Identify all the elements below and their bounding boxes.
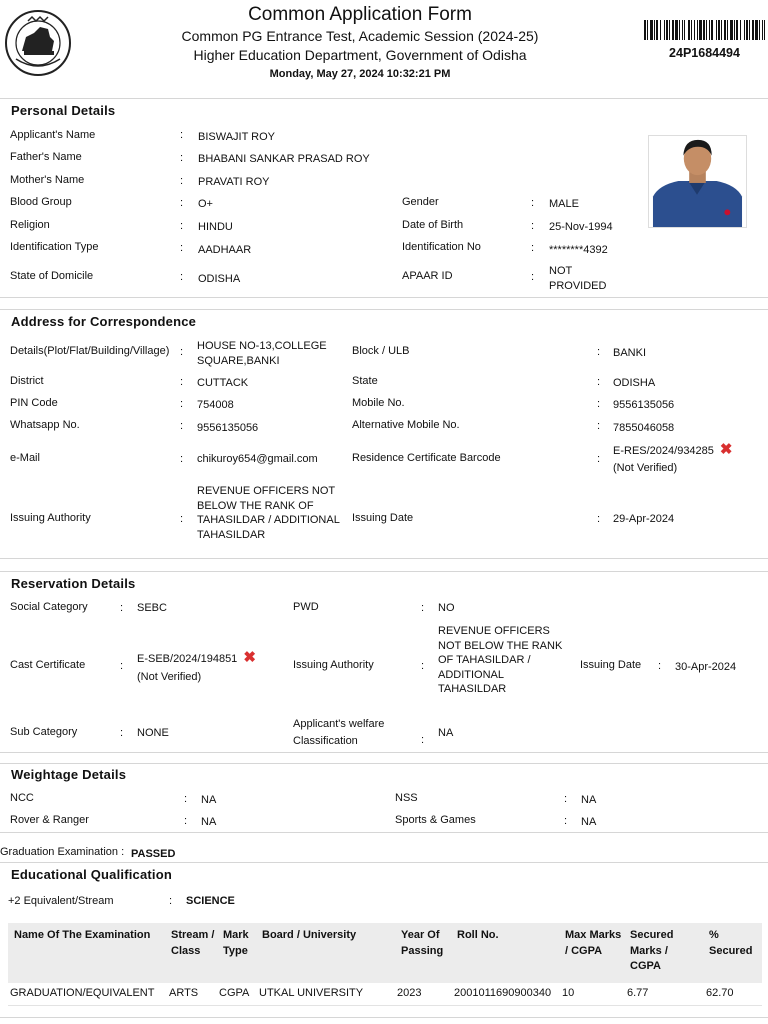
colon: : bbox=[180, 346, 184, 358]
colon: : bbox=[597, 346, 601, 358]
whatsapp-value: 9556135056 bbox=[197, 422, 259, 434]
dob-label: Date of Birth bbox=[402, 219, 464, 231]
rover-value: NA bbox=[201, 816, 217, 828]
dob-value: 25-Nov-1994 bbox=[549, 221, 613, 233]
blood-group-value: O+ bbox=[198, 198, 213, 210]
colon: : bbox=[180, 242, 184, 254]
section-title-reservation: Reservation Details bbox=[11, 576, 136, 591]
apaar-label: APAAR ID bbox=[402, 270, 453, 282]
sub-category-value: NONE bbox=[137, 727, 169, 739]
father-name-value: BHABANI SANKAR PRASAD ROY bbox=[198, 153, 370, 165]
sports-label: Sports & Games bbox=[395, 814, 476, 826]
district-value: CUTTACK bbox=[197, 377, 249, 389]
col-roll-no: Roll No. bbox=[457, 929, 499, 941]
section-title-address: Address for Correspondence bbox=[11, 314, 197, 329]
residence-cert-value bbox=[613, 443, 733, 459]
reservation-issuing-date-label: Issuing Date bbox=[580, 659, 642, 671]
cell-max-marks: 10 bbox=[562, 987, 575, 999]
cell-board: UTKAL UNIVERSITY bbox=[259, 987, 364, 999]
colon: : bbox=[597, 420, 601, 432]
colon: : bbox=[184, 815, 188, 827]
residence-cert-number: E-RES/2024/934285 bbox=[613, 445, 714, 457]
welfare-value: NA bbox=[438, 727, 454, 739]
col-mark-type: Mark Type bbox=[223, 929, 249, 957]
address-issuing-authority-value: REVENUE OFFICERS NOT BELOW THE RANK OF TAHASILDAR / ADDITIONAL TAHASILDAR bbox=[197, 485, 340, 541]
social-category-label: Social Category bbox=[10, 601, 88, 613]
blood-group-label: Blood Group bbox=[10, 196, 72, 208]
residence-cert-status: (Not Verified) bbox=[613, 462, 678, 474]
odisha-emblem-icon bbox=[4, 7, 72, 80]
colon: : bbox=[564, 815, 568, 827]
address-details-label: Details(Plot/Flat/Building/Village) bbox=[10, 345, 170, 357]
email-value: chikuroy654@gmail.com bbox=[197, 453, 318, 465]
pwd-label: PWD bbox=[293, 601, 319, 613]
residence-cert-label: Residence Certificate Barcode bbox=[352, 452, 501, 464]
email-label: e-Mail bbox=[10, 452, 40, 464]
stream-label: +2 Equivalent/Stream bbox=[8, 895, 114, 907]
applicant-name-value: BISWAJIT ROY bbox=[198, 131, 276, 143]
cell-year: 2023 bbox=[397, 987, 422, 999]
section-title-weightage: Weightage Details bbox=[11, 767, 127, 782]
graduation-exam-value: PASSED bbox=[131, 848, 176, 860]
cell-secured-marks: 6.77 bbox=[627, 987, 649, 999]
reservation-issuing-date-value: 30-Apr-2024 bbox=[675, 661, 737, 673]
colon: : bbox=[180, 129, 184, 141]
section-title-education: Educational Qualification bbox=[11, 867, 173, 882]
col-percent: % Secured bbox=[709, 929, 753, 957]
cell-percent: 62.70 bbox=[706, 987, 734, 999]
mother-name-value: PRAVATI ROY bbox=[198, 176, 270, 188]
gender-value: MALE bbox=[549, 198, 579, 210]
pin-label: PIN Code bbox=[10, 397, 58, 409]
colon: : bbox=[120, 660, 124, 672]
religion-value: HINDU bbox=[198, 221, 233, 233]
cell-exam-name: GRADUATION/EQUIVALENT bbox=[10, 987, 155, 999]
col-board: Board / University bbox=[262, 929, 357, 941]
rover-label: Rover & Ranger bbox=[10, 814, 89, 826]
application-number: 24P1684494 bbox=[669, 46, 740, 60]
colon: : bbox=[180, 271, 184, 283]
nss-value: NA bbox=[581, 794, 597, 806]
social-category-value: SEBC bbox=[137, 602, 167, 614]
state-value: ODISHA bbox=[613, 377, 656, 389]
colon: : bbox=[597, 376, 601, 388]
table-divider bbox=[8, 1005, 762, 1006]
cell-stream: ARTS bbox=[169, 987, 199, 999]
colon: : bbox=[180, 376, 184, 388]
cast-cert-label: Cast Certificate bbox=[10, 659, 86, 671]
reservation-issuing-authority-label: Issuing Authority bbox=[293, 659, 374, 671]
colon: : bbox=[421, 660, 425, 672]
colon: : bbox=[531, 197, 535, 209]
domicile-value: ODISHA bbox=[198, 273, 241, 285]
colon: : bbox=[531, 271, 535, 283]
colon: : bbox=[120, 727, 124, 739]
colon: : bbox=[184, 793, 188, 805]
cast-cert-value bbox=[137, 651, 256, 667]
col-exam-name: Name Of The Examination bbox=[14, 929, 151, 941]
address-details-value: HOUSE NO-13,COLLEGE SQUARE,BANKI bbox=[197, 340, 327, 367]
address-issuing-date-label: Issuing Date bbox=[352, 512, 414, 524]
welfare-label: Applicant's welfare Classification bbox=[293, 718, 385, 747]
graduation-exam-label: Graduation Examination : bbox=[0, 846, 125, 858]
father-name-label: Father's Name bbox=[10, 151, 82, 163]
block-label: Block / ULB bbox=[352, 345, 410, 357]
domicile-label: State of Domicile bbox=[10, 270, 94, 282]
print-datetime: Monday, May 27, 2024 10:32:21 PM bbox=[269, 68, 451, 80]
colon: : bbox=[421, 602, 425, 614]
id-type-label: Identification Type bbox=[10, 241, 99, 253]
colon: : bbox=[180, 152, 184, 164]
ncc-value: NA bbox=[201, 794, 217, 806]
mother-name-label: Mother's Name bbox=[10, 174, 85, 186]
colon: : bbox=[531, 220, 535, 232]
not-verified-icon: ✖ bbox=[243, 649, 256, 666]
colon: : bbox=[658, 660, 662, 672]
cast-cert-number: E-SEB/2024/194851 bbox=[137, 653, 238, 665]
mobile-label: Mobile No. bbox=[352, 397, 405, 409]
col-year: Year Of Passing bbox=[401, 929, 444, 957]
colon: : bbox=[597, 453, 601, 465]
colon: : bbox=[597, 398, 601, 410]
colon: : bbox=[421, 734, 425, 746]
colon: : bbox=[564, 793, 568, 805]
col-secured-marks: Secured Marks / CGPA bbox=[630, 929, 674, 972]
colon: : bbox=[169, 895, 173, 907]
not-verified-icon: ✖ bbox=[719, 441, 733, 458]
alt-mobile-value: 7855046058 bbox=[613, 422, 675, 434]
colon: : bbox=[180, 175, 184, 187]
block-value: BANKI bbox=[613, 347, 647, 359]
colon: : bbox=[531, 242, 535, 254]
ncc-label: NCC bbox=[10, 792, 34, 804]
barcode-icon bbox=[644, 20, 765, 40]
col-stream: Stream / Class bbox=[171, 929, 215, 957]
section-title-personal: Personal Details bbox=[11, 103, 116, 118]
address-issuing-authority-label: Issuing Authority bbox=[10, 512, 91, 524]
religion-label: Religion bbox=[10, 219, 50, 231]
mobile-value: 9556135056 bbox=[613, 399, 675, 411]
district-label: District bbox=[10, 375, 44, 387]
apaar-value: NOT PROVIDED bbox=[549, 265, 607, 292]
state-label: State bbox=[352, 375, 378, 387]
colon: : bbox=[180, 398, 184, 410]
nss-label: NSS bbox=[395, 792, 418, 804]
stream-value: SCIENCE bbox=[186, 895, 235, 907]
colon: : bbox=[180, 220, 184, 232]
reservation-issuing-authority-value: REVENUE OFFICERS NOT BELOW THE RANK OF TAHASILDAR / ADDITIONAL TAHASILDAR bbox=[438, 625, 563, 695]
alt-mobile-label: Alternative Mobile No. bbox=[352, 419, 460, 431]
colon: : bbox=[180, 513, 184, 525]
colon: : bbox=[120, 602, 124, 614]
cell-mark-type: CGPA bbox=[219, 987, 250, 999]
sports-value: NA bbox=[581, 816, 597, 828]
colon: : bbox=[597, 513, 601, 525]
department-name: Higher Education Department, Government of Odisha bbox=[193, 47, 527, 63]
col-max-marks: Max Marks / CGPA bbox=[565, 929, 622, 957]
form-header bbox=[0, 0, 768, 90]
gender-label: Gender bbox=[402, 196, 439, 208]
id-no-label: Identification No bbox=[402, 241, 481, 253]
applicant-name-label: Applicant's Name bbox=[10, 129, 96, 141]
id-no-value: ********4392 bbox=[549, 244, 608, 256]
whatsapp-label: Whatsapp No. bbox=[10, 419, 80, 431]
pin-value: 754008 bbox=[197, 399, 234, 411]
colon: : bbox=[180, 197, 184, 209]
cast-cert-status: (Not Verified) bbox=[137, 671, 202, 683]
address-issuing-date-value: 29-Apr-2024 bbox=[613, 513, 675, 525]
sub-category-label: Sub Category bbox=[10, 726, 78, 738]
form-title: Common Application Form bbox=[248, 4, 472, 25]
cell-roll-no: 2001011690900340 bbox=[454, 987, 552, 999]
colon: : bbox=[180, 420, 184, 432]
id-type-value: AADHAAR bbox=[198, 244, 252, 256]
form-subtitle: Common PG Entrance Test, Academic Session (2024-25) bbox=[181, 28, 539, 44]
applicant-photo bbox=[648, 135, 747, 228]
colon: : bbox=[180, 453, 184, 465]
pwd-value: NO bbox=[438, 602, 455, 614]
